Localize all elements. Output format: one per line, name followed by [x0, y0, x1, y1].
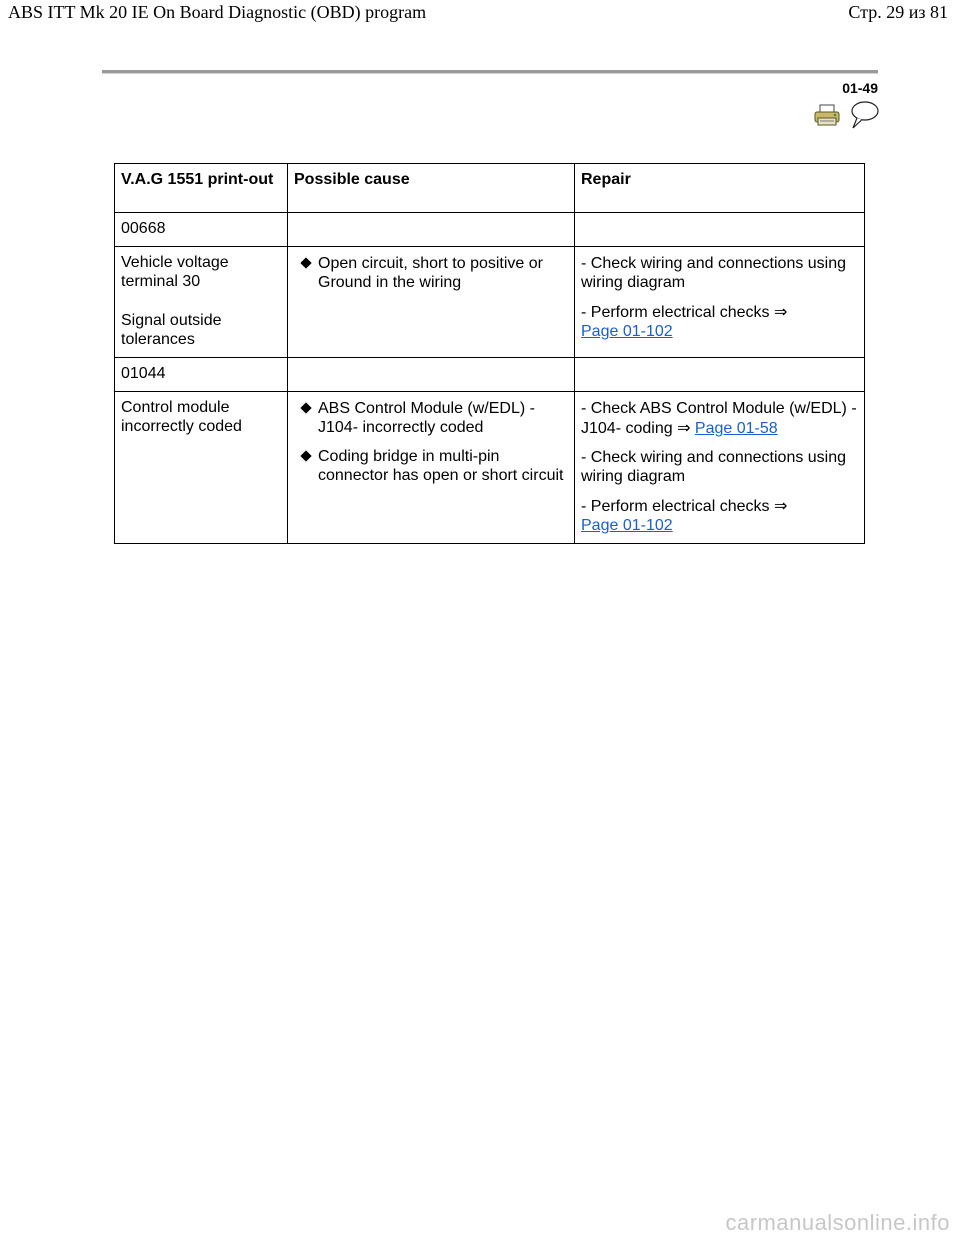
empty-cell [575, 213, 865, 247]
table-row [115, 358, 865, 392]
table-row [115, 213, 865, 247]
cause-item [294, 399, 568, 437]
repair-cell [575, 392, 865, 544]
cause-text: ABS Control Module (w/EDL) -J104- incorrectly coded [318, 400, 535, 436]
repair-text: - Check wiring and connections using wiring diagram [581, 255, 847, 291]
empty-cell [575, 358, 865, 392]
cause-cell [288, 247, 575, 358]
repair-text: - Check ABS Control Module (w/EDL) -J104- coding [581, 400, 857, 437]
fault-code: 01044 [115, 358, 288, 392]
cause-cell [288, 392, 575, 544]
page-link[interactable]: Page 01-102 [581, 323, 673, 340]
table-header-row [115, 164, 865, 213]
page-link[interactable]: Page 01-58 [694, 420, 778, 437]
repair-text: - Perform electrical checks [581, 304, 774, 321]
repair-text: - Check wiring and connections using wiring diagram [581, 449, 847, 485]
diagnostic-table [114, 163, 865, 544]
diamond-bullet-icon [300, 257, 311, 268]
cause-item [294, 447, 568, 485]
column-header-cause: Possible cause [288, 164, 575, 213]
speech-bubble-icon[interactable] [848, 100, 880, 135]
diamond-bullet-icon [300, 450, 311, 461]
page-number: 01-49 [842, 80, 878, 96]
document-title: ABS ITT Mk 20 IE On Board Diagnostic (OBD) program [8, 2, 427, 22]
repair-item [581, 254, 858, 292]
cause-text: Coding bridge in multi-pin connector has open or short circuit [318, 448, 564, 484]
empty-cell [288, 358, 575, 392]
cause-text: Open circuit, short to positive or Ground in the wiring [318, 255, 543, 291]
header-rule [102, 70, 878, 74]
repair-cell [575, 247, 865, 358]
arrow-right-icon: ⇒ [677, 418, 691, 437]
repair-text: - Perform electrical checks [581, 498, 774, 515]
arrow-right-icon: ⇒ [773, 496, 788, 515]
printer-icon[interactable] [814, 104, 840, 131]
repair-item [581, 302, 858, 341]
printout-text: Vehicle voltage terminal 30 [121, 254, 229, 290]
table-row [115, 392, 865, 544]
fault-code: 00668 [115, 213, 288, 247]
column-header-repair: Repair [575, 164, 865, 213]
printout-cell [115, 392, 288, 544]
printout-text: Signal outside tolerances [121, 312, 222, 348]
printout-text: Control module incorrectly coded [121, 399, 242, 435]
watermark: carmanualsonline.info [725, 1210, 950, 1235]
repair-item [581, 448, 858, 486]
repair-item [581, 496, 858, 535]
page-tools [812, 100, 880, 130]
printout-cell [115, 247, 288, 358]
page-link[interactable]: Page 01-102 [581, 517, 673, 534]
empty-cell [288, 213, 575, 247]
repair-item [581, 399, 858, 438]
page-indicator: Стр. 29 из 81 [848, 2, 948, 22]
cause-item [294, 254, 568, 292]
arrow-right-icon: ⇒ [773, 302, 788, 321]
column-header-printout: V.A.G 1551 print-out [115, 164, 288, 213]
diamond-bullet-icon [300, 402, 311, 413]
table-row [115, 247, 865, 358]
